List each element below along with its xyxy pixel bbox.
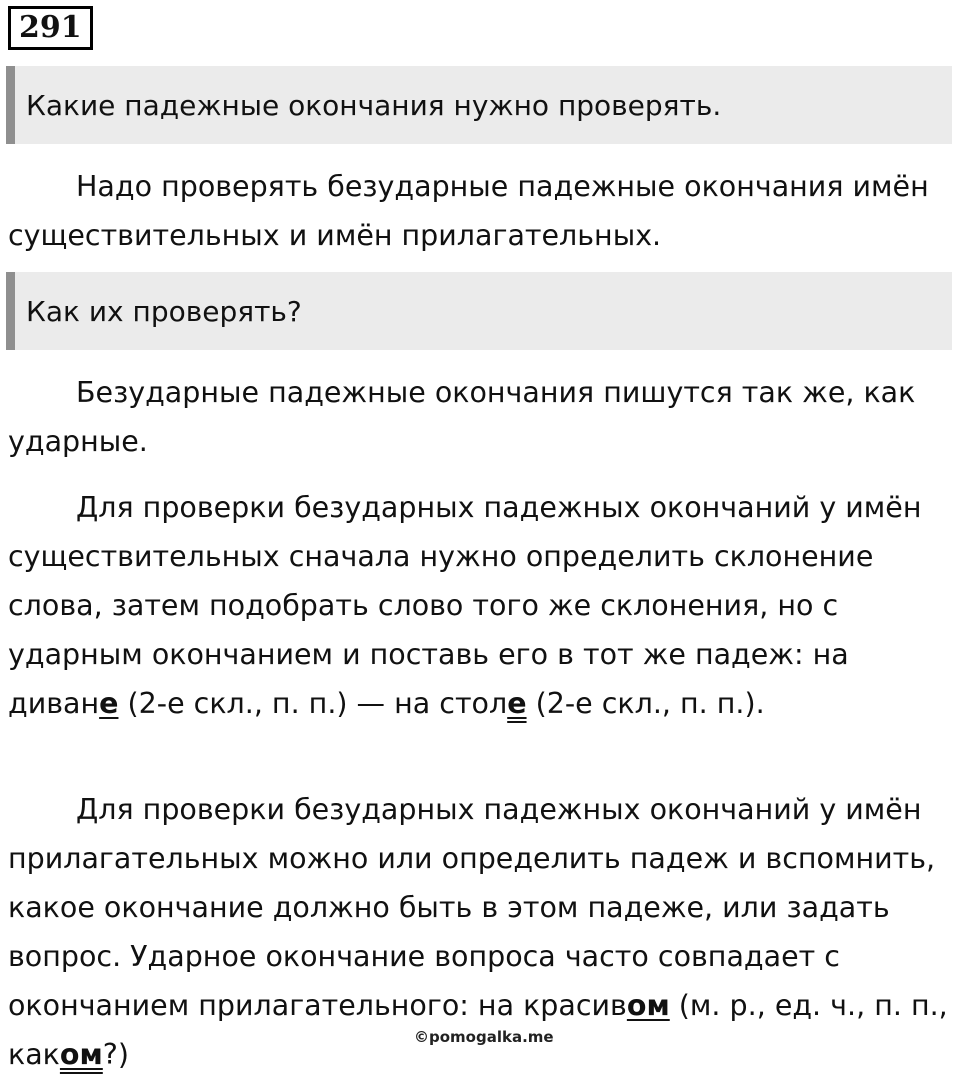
paragraph-nouns-text-2: (2-е скл., п. п.) — на стол	[118, 687, 508, 720]
ending-highlight: ом	[626, 989, 670, 1022]
answer-2-text: Безударные падежные окончания пишутся так же, как ударные.	[8, 376, 916, 458]
answer-2	[8, 368, 953, 466]
paragraph-adjectives-text-3: ?)	[102, 1038, 130, 1071]
paragraph-adjectives-text-2: (м. р., ед. ч., п. п., как	[8, 989, 948, 1071]
paragraph-adjectives-text-1: Для проверки безударных падежных окончаний у имён прилагательных можно или определить падеж и вспомнить, какое окончание должно быть в этом падеже, или задать вопрос. Ударное окончание вопроса часто совпадает с окончанием прилагательного: на красив	[8, 793, 936, 1022]
ending-highlight-double: е	[507, 687, 527, 720]
task-number: 291	[8, 6, 93, 50]
question-2-text: Как их проверять?	[26, 294, 302, 328]
paragraph-nouns-text-3: (2-е скл., п. п.).	[526, 687, 765, 720]
question-1-text: Какие падежные окончания нужно проверять.	[26, 88, 722, 122]
paragraph-nouns	[8, 483, 953, 728]
paragraph-nouns-text-1: Для проверки безударных падежных окончаний у имён существительных сначала нужно определить склонение слова, затем подобрать слово того же склонения, но с ударным окончанием и поставь его в тот же падеж: на диван	[8, 491, 922, 720]
question-2	[6, 272, 952, 350]
answer-1	[8, 162, 953, 260]
answer-1-text: Надо проверять безударные падежные окончания имён существительных и имён прилагательных.	[8, 170, 929, 252]
watermark: ©pomogalka.me	[414, 1028, 554, 1046]
ending-highlight: е	[99, 687, 119, 720]
ending-highlight-double: ом	[59, 1038, 103, 1071]
question-1	[6, 66, 952, 144]
